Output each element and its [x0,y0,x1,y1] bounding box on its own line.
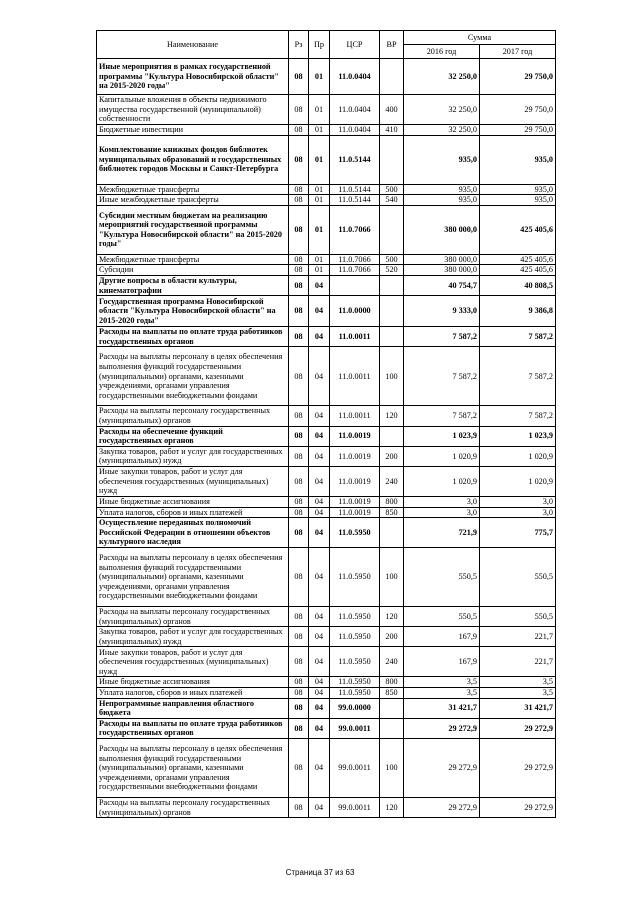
table-row [97,688,556,699]
cell-name: Закупка товаров, работ и услуг для государственных (муниципальных) нужд [97,446,289,466]
cell-pr: 04 [309,718,330,738]
cell-rz: 08 [289,275,309,295]
cell-2016: 1 020,9 [404,446,480,466]
cell-name: Расходы на выплаты персоналу в целях обеспечения выполнения функций государственными (муниципальными) органами, казенными учреждениями, органами управления государственными внебюджетными фондами [97,548,289,607]
column-header-csr: ЦСР [330,31,380,59]
table-row [97,466,556,496]
table-row [97,406,556,426]
cell-csr: 11.0.5950 [330,627,380,647]
cell-2016: 29 272,9 [404,718,480,738]
cell-2016: 935,0 [404,135,480,184]
cell-name: Иные закупки товаров, работ и услуг для обеспечения государственных (муниципальных) нужд [97,647,289,677]
cell-rz: 08 [289,347,309,406]
cell-rz: 08 [289,184,309,195]
cell-vr: 120 [380,607,404,627]
cell-2016: 550,5 [404,548,480,607]
cell-2017: 9 386,8 [480,296,556,327]
cell-2016: 1 023,9 [404,426,480,446]
table-row [97,518,556,548]
cell-name: Капитальные вложения в объекты недвижимого имущества государственной (муниципальной) собственности [97,95,289,125]
cell-2017: 29 272,9 [480,798,556,818]
cell-csr: 11.0.5950 [330,518,380,548]
cell-rz: 08 [289,518,309,548]
cell-2016: 7 587,2 [404,406,480,426]
cell-2017: 1 023,9 [480,426,556,446]
table-row [97,426,556,446]
cell-pr: 04 [309,798,330,818]
cell-pr: 01 [309,254,330,265]
cell-pr: 04 [309,688,330,699]
cell-2016: 9 333,0 [404,296,480,327]
cell-vr: 800 [380,677,404,688]
table-row [97,647,556,677]
cell-csr: 11.0.5144 [330,195,380,206]
cell-rz: 08 [289,627,309,647]
cell-rz: 08 [289,265,309,276]
cell-name: Иные бюджетные ассигнования [97,677,289,688]
cell-2016: 380 000,0 [404,205,480,254]
cell-vr: 100 [380,347,404,406]
table-row [97,195,556,206]
column-header-2016: 2016 год [404,45,480,59]
cell-vr: 240 [380,466,404,496]
cell-vr: 120 [380,406,404,426]
cell-2016: 32 250,0 [404,125,480,136]
cell-csr [330,275,380,295]
cell-csr: 11.0.0404 [330,125,380,136]
cell-2017: 29 750,0 [480,95,556,125]
cell-pr: 04 [309,607,330,627]
cell-vr: 520 [380,265,404,276]
cell-name: Межбюджетные трансферты [97,184,289,195]
cell-csr: 11.0.0019 [330,446,380,466]
cell-2017: 29 750,0 [480,59,556,95]
cell-vr: 410 [380,125,404,136]
cell-vr: 400 [380,95,404,125]
column-header-name: Наименование [97,31,289,59]
cell-vr [380,296,404,327]
cell-2017: 3,0 [480,496,556,507]
cell-rz: 08 [289,718,309,738]
cell-csr: 11.0.5144 [330,184,380,195]
cell-2016: 3,5 [404,677,480,688]
cell-rz: 08 [289,406,309,426]
cell-pr: 04 [309,296,330,327]
cell-pr: 04 [309,496,330,507]
cell-vr [380,327,404,347]
cell-vr: 240 [380,647,404,677]
cell-rz: 08 [289,698,309,718]
cell-rz: 08 [289,95,309,125]
cell-csr: 11.0.7066 [330,265,380,276]
cell-vr [380,698,404,718]
cell-vr [380,718,404,738]
table-row [97,718,556,738]
cell-rz: 08 [289,677,309,688]
cell-2017: 935,0 [480,135,556,184]
cell-name: Закупка товаров, работ и услуг для государственных (муниципальных) нужд [97,627,289,647]
table-row [97,125,556,136]
cell-csr: 11.0.0019 [330,507,380,518]
cell-2016: 167,9 [404,627,480,647]
cell-csr: 11.0.7066 [330,205,380,254]
cell-2016: 29 272,9 [404,798,480,818]
cell-name: Непрограммные направления областного бюджета [97,698,289,718]
cell-rz: 08 [289,59,309,95]
cell-name: Государственная программа Новосибирской области "Культура Новосибирской области" на 2015-2020 годы" [97,296,289,327]
cell-rz: 08 [289,254,309,265]
cell-2016: 7 587,2 [404,327,480,347]
cell-csr: 99.0.0011 [330,739,380,798]
cell-csr: 11.0.0011 [330,347,380,406]
cell-name: Комплектование книжных фондов библиотек муниципальных образований и государственных библиотек городов Москвы и Санкт-Петербурга [97,135,289,184]
cell-rz: 08 [289,798,309,818]
cell-2016: 935,0 [404,195,480,206]
cell-2017: 221,7 [480,627,556,647]
cell-pr: 01 [309,59,330,95]
table-row [97,296,556,327]
cell-2016: 3,0 [404,496,480,507]
cell-pr: 04 [309,347,330,406]
table-row [97,698,556,718]
cell-2017: 40 808,5 [480,275,556,295]
table-row [97,265,556,276]
cell-name: Иные бюджетные ассигнования [97,496,289,507]
cell-2017: 3,0 [480,507,556,518]
cell-2017: 935,0 [480,184,556,195]
page-number: Страница 37 из 63 [285,868,355,877]
cell-csr: 99.0.0011 [330,718,380,738]
cell-vr: 500 [380,254,404,265]
table-row [97,507,556,518]
table-row [97,59,556,95]
cell-vr: 100 [380,739,404,798]
cell-name: Иные закупки товаров, работ и услуг для обеспечения государственных (муниципальных) нужд [97,466,289,496]
cell-rz: 08 [289,205,309,254]
cell-rz: 08 [289,195,309,206]
cell-2016: 32 250,0 [404,59,480,95]
table-row [97,95,556,125]
cell-rz: 08 [289,507,309,518]
cell-csr: 11.0.0404 [330,95,380,125]
table-row [97,275,556,295]
table-row [97,347,556,406]
cell-pr: 04 [309,446,330,466]
cell-pr: 04 [309,647,330,677]
cell-name: Субсидии [97,265,289,276]
table-row [97,739,556,798]
cell-vr [380,59,404,95]
table-row [97,798,556,818]
cell-2016: 1 020,9 [404,466,480,496]
cell-name: Расходы на обеспечение функций государственных органов [97,426,289,446]
cell-csr: 11.0.0011 [330,327,380,347]
cell-2017: 31 421,7 [480,698,556,718]
cell-2016: 3,5 [404,688,480,699]
cell-vr [380,426,404,446]
cell-rz: 08 [289,446,309,466]
budget-table [96,30,556,818]
cell-pr: 04 [309,327,330,347]
cell-2017: 7 587,2 [480,327,556,347]
table-row [97,135,556,184]
cell-rz: 08 [289,607,309,627]
cell-vr: 850 [380,688,404,699]
cell-rz: 08 [289,548,309,607]
cell-vr: 120 [380,798,404,818]
cell-vr: 100 [380,548,404,607]
cell-rz: 08 [289,426,309,446]
cell-pr: 04 [309,698,330,718]
table-row [97,205,556,254]
cell-rz: 08 [289,125,309,136]
cell-rz: 08 [289,739,309,798]
cell-csr: 11.0.5950 [330,677,380,688]
cell-name: Расходы на выплаты персоналу в целях обеспечения выполнения функций государственными (муниципальными) органами, казенными учреждениями, органами управления государственными внебюджетными фондами [97,739,289,798]
table-row [97,446,556,466]
cell-2017: 425 405,6 [480,265,556,276]
cell-pr: 04 [309,548,330,607]
cell-csr: 11.0.5950 [330,647,380,677]
cell-pr: 04 [309,739,330,798]
table-body [97,59,556,818]
column-header-vr: ВР [380,31,404,59]
table-row [97,496,556,507]
cell-pr: 01 [309,135,330,184]
cell-rz: 08 [289,135,309,184]
table-row [97,184,556,195]
cell-name: Расходы на выплаты персоналу в целях обеспечения выполнения функций государственными (муниципальными) органами, казенными учреждениями, органами управления государственными внебюджетными фондами [97,347,289,406]
cell-2017: 550,5 [480,607,556,627]
cell-vr: 540 [380,195,404,206]
cell-2016: 29 272,9 [404,739,480,798]
cell-2016: 31 421,7 [404,698,480,718]
cell-vr: 200 [380,627,404,647]
cell-name: Межбюджетные трансферты [97,254,289,265]
cell-name: Расходы на выплаты персоналу государственных (муниципальных) органов [97,607,289,627]
cell-2017: 3,5 [480,677,556,688]
cell-2017: 29 272,9 [480,718,556,738]
cell-pr: 01 [309,125,330,136]
cell-vr [380,518,404,548]
cell-pr: 04 [309,677,330,688]
cell-vr: 200 [380,446,404,466]
cell-pr: 04 [309,507,330,518]
cell-2017: 221,7 [480,647,556,677]
cell-vr [380,205,404,254]
cell-csr: 99.0.0011 [330,798,380,818]
cell-pr: 04 [309,406,330,426]
cell-name: Субсидии местным бюджетам на реализацию мероприятий государственной программы "Культура Новосибирской области" на 2015-2020 годы" [97,205,289,254]
cell-name: Расходы на выплаты по оплате труда работников государственных органов [97,718,289,738]
cell-name: Расходы на выплаты персоналу государственных (муниципальных) органов [97,798,289,818]
cell-pr: 04 [309,627,330,647]
column-header-sum: Сумма [404,31,556,45]
cell-name: Иные межбюджетные трансферты [97,195,289,206]
cell-rz: 08 [289,647,309,677]
cell-2016: 935,0 [404,184,480,195]
cell-name: Другие вопросы в области культуры, кинематографии [97,275,289,295]
cell-vr [380,275,404,295]
cell-pr: 04 [309,466,330,496]
cell-2016: 3,0 [404,507,480,518]
table-row [97,254,556,265]
cell-csr: 11.0.5950 [330,607,380,627]
cell-pr: 01 [309,184,330,195]
cell-csr: 11.0.7066 [330,254,380,265]
cell-csr: 11.0.0000 [330,296,380,327]
cell-vr: 800 [380,496,404,507]
cell-rz: 08 [289,496,309,507]
table-row [97,607,556,627]
table-header [97,31,556,59]
cell-2017: 29 750,0 [480,125,556,136]
cell-vr [380,135,404,184]
cell-2016: 380 000,0 [404,265,480,276]
cell-vr: 500 [380,184,404,195]
cell-pr: 01 [309,205,330,254]
column-header-pr: Пр [309,31,330,59]
cell-csr: 11.0.5950 [330,548,380,607]
cell-2016: 721,9 [404,518,480,548]
cell-2017: 3,5 [480,688,556,699]
cell-name: Расходы на выплаты по оплате труда работников государственных органов [97,327,289,347]
cell-rz: 08 [289,327,309,347]
cell-2016: 380 000,0 [404,254,480,265]
cell-name: Расходы на выплаты персоналу государственных (муниципальных) органов [97,406,289,426]
cell-2017: 425 405,6 [480,254,556,265]
table-row [97,548,556,607]
cell-csr: 11.0.0011 [330,406,380,426]
cell-vr: 850 [380,507,404,518]
cell-pr: 04 [309,275,330,295]
cell-2017: 550,5 [480,548,556,607]
cell-2017: 425 405,6 [480,205,556,254]
cell-name: Иные мероприятия в рамках государственной программы "Культура Новосибирской области" на 2015-2020 годы" [97,59,289,95]
table-row [97,327,556,347]
cell-name: Уплата налогов, сборов и иных платежей [97,507,289,518]
cell-csr: 11.0.5144 [330,135,380,184]
table-row [97,677,556,688]
cell-2016: 32 250,0 [404,95,480,125]
table-row [97,627,556,647]
cell-pr: 04 [309,518,330,548]
cell-name: Бюджетные инвестиции [97,125,289,136]
cell-2017: 29 272,9 [480,739,556,798]
cell-2016: 40 754,7 [404,275,480,295]
cell-2017: 7 587,2 [480,347,556,406]
cell-pr: 01 [309,265,330,276]
cell-2016: 7 587,2 [404,347,480,406]
cell-csr: 11.0.0019 [330,496,380,507]
cell-csr: 99.0.0000 [330,698,380,718]
cell-csr: 11.0.0019 [330,426,380,446]
cell-2016: 550,5 [404,607,480,627]
cell-name: Уплата налогов, сборов и иных платежей [97,688,289,699]
column-header-rz: Рз [289,31,309,59]
cell-2017: 1 020,9 [480,446,556,466]
cell-pr: 04 [309,426,330,446]
cell-rz: 08 [289,296,309,327]
cell-csr: 11.0.0404 [330,59,380,95]
cell-pr: 01 [309,195,330,206]
cell-rz: 08 [289,466,309,496]
cell-csr: 11.0.0019 [330,466,380,496]
cell-2017: 935,0 [480,195,556,206]
cell-rz: 08 [289,688,309,699]
cell-2016: 167,9 [404,647,480,677]
cell-2017: 1 020,9 [480,466,556,496]
column-header-2017: 2017 год [480,45,556,59]
cell-2017: 775,7 [480,518,556,548]
cell-csr: 11.0.5950 [330,688,380,699]
cell-2017: 7 587,2 [480,406,556,426]
cell-name: Осуществление переданных полномочий Российской Федерации в отношении объектов культурного наследия [97,518,289,548]
cell-pr: 01 [309,95,330,125]
